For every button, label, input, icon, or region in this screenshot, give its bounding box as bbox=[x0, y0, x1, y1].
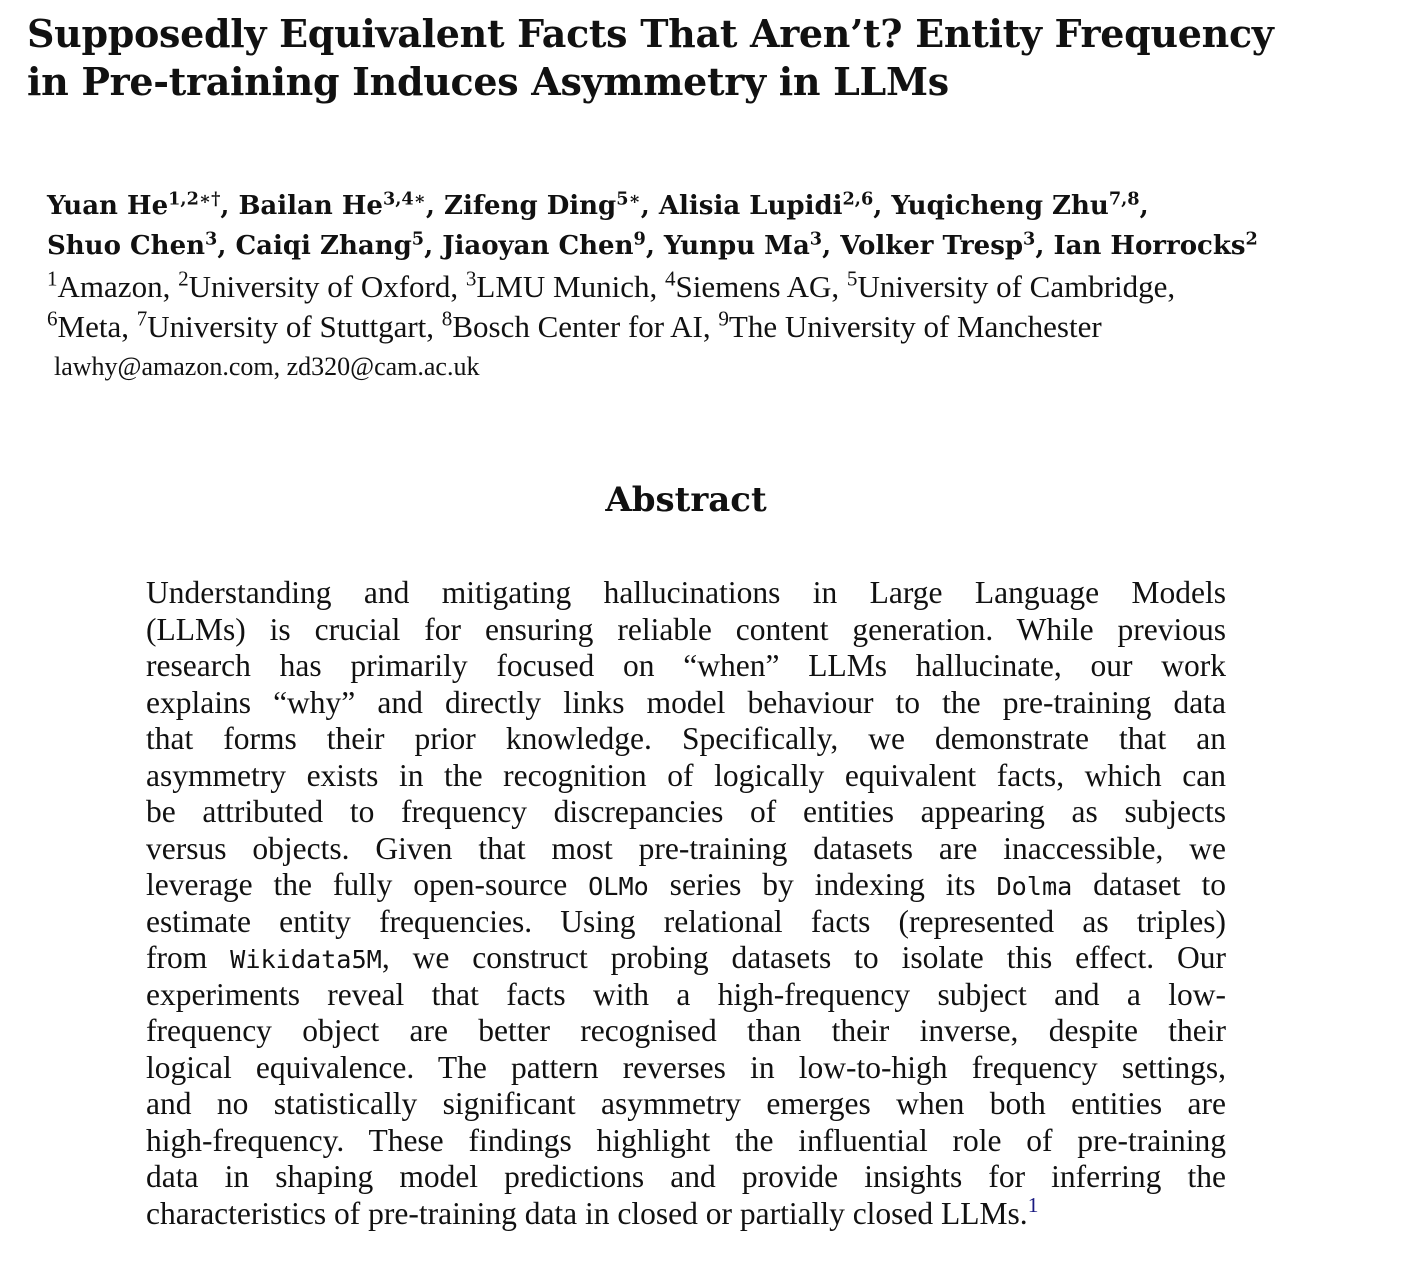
author-affiliation-marker: 5 bbox=[411, 228, 425, 250]
author-affiliation-marker: 3 bbox=[809, 228, 823, 250]
affiliation-name: Meta bbox=[57, 309, 122, 344]
author-affiliation-marker: 3 bbox=[205, 228, 218, 250]
affiliation bbox=[718, 306, 1102, 344]
affiliation bbox=[136, 306, 442, 344]
author bbox=[235, 228, 443, 261]
affiliation-row bbox=[47, 267, 1392, 307]
abstract-text: high-frequency. These findings highlight the influential role of pre-training bbox=[146, 1122, 1226, 1158]
affiliation-number: 9 bbox=[718, 306, 729, 331]
abstract-line bbox=[146, 831, 1226, 868]
author-separator: , bbox=[424, 231, 443, 261]
author bbox=[1053, 228, 1258, 261]
abstract-line bbox=[146, 758, 1226, 795]
author bbox=[444, 188, 659, 221]
author-name: Bailan He bbox=[238, 191, 383, 221]
affiliation-name: The University of Manchester bbox=[728, 309, 1102, 344]
author bbox=[891, 188, 1149, 221]
author-affiliation-marker: 2 bbox=[1245, 228, 1258, 250]
author-separator: , bbox=[822, 231, 841, 261]
affiliation-number: 6 bbox=[47, 306, 58, 331]
author-affiliation-marker: 3 bbox=[1023, 228, 1036, 250]
affiliation bbox=[465, 266, 665, 304]
abstract-line bbox=[146, 940, 1226, 977]
code-term: OLMo bbox=[588, 872, 649, 901]
abstract-line bbox=[146, 1159, 1226, 1196]
abstract-line bbox=[146, 721, 1226, 758]
affiliation bbox=[178, 266, 466, 304]
affiliation-number: 3 bbox=[465, 266, 477, 291]
footnote-marker[interactable]: 1 bbox=[1027, 1192, 1039, 1217]
author-separator: , bbox=[640, 191, 659, 221]
affiliation-number: 8 bbox=[441, 306, 453, 331]
abstract-body bbox=[146, 575, 1226, 1232]
author bbox=[663, 228, 841, 261]
affiliation-name: University of Oxford bbox=[188, 269, 451, 304]
affiliation-number: 2 bbox=[178, 266, 189, 291]
author-name: Alisia Lupidi bbox=[658, 191, 843, 221]
author-name: Jiaoyan Chen bbox=[442, 231, 634, 261]
abstract-text: that forms their prior knowledge. Specifically, we demonstrate that an bbox=[146, 721, 1226, 756]
abstract-text: dataset to bbox=[1072, 867, 1227, 902]
contact-emails: lawhy@amazon.com, zd320@cam.ac.uk bbox=[54, 352, 480, 381]
affiliation-list bbox=[47, 267, 1392, 347]
affiliation bbox=[47, 266, 179, 304]
abstract-text: (LLMs) is crucial for ensuring reliable content generation. While previous bbox=[146, 611, 1226, 647]
author bbox=[238, 188, 445, 221]
abstract-line bbox=[146, 1123, 1226, 1160]
affiliation-separator: , bbox=[649, 269, 665, 304]
author-name: Yuan He bbox=[47, 191, 169, 221]
author bbox=[442, 228, 664, 261]
author-affiliation-marker: 9 bbox=[633, 228, 646, 250]
author-name: Shuo Chen bbox=[47, 231, 206, 261]
abstract-line bbox=[146, 648, 1226, 685]
author bbox=[47, 228, 236, 261]
affiliation-separator: , bbox=[450, 269, 466, 304]
author-separator: , bbox=[217, 231, 236, 261]
affiliation-separator: , bbox=[121, 309, 137, 344]
abstract-text: , we construct probing datasets to isolate this effect. Our bbox=[381, 940, 1227, 975]
abstract-text: estimate entity frequencies. Using relational facts (represented as triples) bbox=[146, 903, 1226, 939]
abstract-line bbox=[146, 612, 1226, 649]
author-separator: , bbox=[425, 191, 445, 221]
author-name: Ian Horrocks bbox=[1053, 231, 1246, 261]
abstract-text: experiments reveal that facts with a high-frequency subject and a low- bbox=[146, 976, 1226, 1012]
paper-title bbox=[27, 10, 1387, 106]
author-affiliation-marker: 3,4∗ bbox=[382, 188, 426, 210]
affiliation-row bbox=[47, 307, 1392, 347]
abstract-text: research has primarily focused on “when” LLMs hallucinate, our work bbox=[146, 648, 1226, 683]
author bbox=[840, 228, 1054, 261]
abstract-line bbox=[146, 794, 1226, 831]
code-term: Dolma bbox=[996, 872, 1073, 901]
abstract-text: data in shaping model predictions and provide insights for inferring the bbox=[146, 1159, 1226, 1194]
author-affiliation-marker: 7,8 bbox=[1108, 188, 1140, 210]
affiliation-separator: , bbox=[162, 269, 179, 304]
affiliation-number: 1 bbox=[47, 266, 58, 291]
title-line: in Pre-training Induces Asymmetry in LLMs bbox=[27, 59, 949, 104]
abstract-text: explains “why” and directly links model behaviour to the pre-training data bbox=[146, 684, 1226, 720]
author-name: Yunpu Ma bbox=[663, 231, 810, 261]
affiliation-number: 7 bbox=[136, 306, 148, 331]
affiliation bbox=[47, 306, 137, 344]
abstract-text: characteristics of pre-training data in closed or partially closed LLMs. bbox=[146, 1195, 1028, 1231]
abstract-line bbox=[146, 685, 1226, 722]
abstract-text: and no statistically significant asymmetry emerges when both entities are bbox=[146, 1086, 1226, 1121]
author-separator: , bbox=[1035, 231, 1054, 261]
affiliation-name: University of Cambridge bbox=[857, 269, 1168, 304]
author-row bbox=[47, 226, 1387, 266]
abstract-text: leverage the fully open-source bbox=[146, 867, 589, 902]
author-row bbox=[47, 186, 1387, 226]
abstract-text: be attributed to frequency discrepancies of entities appearing as subjects bbox=[146, 794, 1226, 829]
abstract-line bbox=[146, 1013, 1226, 1050]
author-separator: , bbox=[645, 231, 664, 261]
affiliation-name: Bosch Center for AI bbox=[452, 309, 703, 344]
abstract-line bbox=[146, 1050, 1226, 1087]
author-affiliation-marker: 2,6 bbox=[842, 188, 874, 210]
author-affiliation-marker: 5∗ bbox=[616, 188, 641, 210]
abstract-heading: Abstract bbox=[605, 480, 767, 520]
affiliation-number: 4 bbox=[664, 266, 676, 291]
affiliation-name: LMU Munich bbox=[476, 269, 650, 304]
abstract-line bbox=[146, 904, 1226, 941]
author bbox=[47, 188, 239, 221]
abstract-line bbox=[146, 977, 1226, 1014]
affiliation-name: University of Stuttgart bbox=[147, 309, 427, 344]
author-separator: , bbox=[873, 191, 892, 221]
author bbox=[658, 188, 892, 221]
abstract-text: from bbox=[146, 940, 231, 975]
affiliation-separator: , bbox=[702, 309, 719, 344]
abstract-line bbox=[146, 867, 1226, 904]
author-separator: , bbox=[1139, 191, 1149, 221]
author-name: Volker Tresp bbox=[840, 231, 1024, 261]
abstract-line bbox=[146, 1192, 1226, 1233]
affiliation-separator: , bbox=[1167, 269, 1176, 304]
affiliation-name: Amazon bbox=[57, 269, 163, 304]
author-name: Caiqi Zhang bbox=[235, 231, 412, 261]
abstract-text: versus objects. Given that most pre-training datasets are inaccessible, we bbox=[146, 830, 1226, 866]
title-line: Supposedly Equivalent Facts That Aren’t? Entity Frequency bbox=[27, 11, 1274, 56]
affiliation bbox=[664, 266, 847, 304]
abstract-text: Understanding and mitigating hallucinations in Large Language Models bbox=[146, 575, 1226, 610]
author-name: Yuqicheng Zhu bbox=[891, 191, 1109, 221]
abstract-text: asymmetry exists in the recognition of logically equivalent facts, which can bbox=[146, 757, 1226, 793]
affiliation-number: 5 bbox=[846, 266, 858, 291]
author-separator: , bbox=[220, 191, 239, 221]
affiliation-separator: , bbox=[426, 309, 442, 344]
affiliation-name: Siemens AG bbox=[675, 269, 832, 304]
abstract-line bbox=[146, 575, 1226, 612]
author-name: Zifeng Ding bbox=[444, 191, 617, 221]
affiliation bbox=[441, 306, 719, 344]
affiliation bbox=[846, 266, 1176, 304]
abstract-line bbox=[146, 1086, 1226, 1123]
code-term: Wikidata5M bbox=[230, 945, 382, 974]
author-affiliation-marker: 1,2∗† bbox=[168, 188, 221, 210]
affiliation-separator: , bbox=[831, 269, 847, 304]
author-list bbox=[47, 186, 1387, 266]
abstract-text: logical equivalence. The pattern reverses in low-to-high frequency settings, bbox=[146, 1049, 1226, 1085]
abstract-text: series by indexing its bbox=[648, 867, 997, 902]
abstract-text: frequency object are better recognised than their inverse, despite their bbox=[146, 1013, 1226, 1048]
